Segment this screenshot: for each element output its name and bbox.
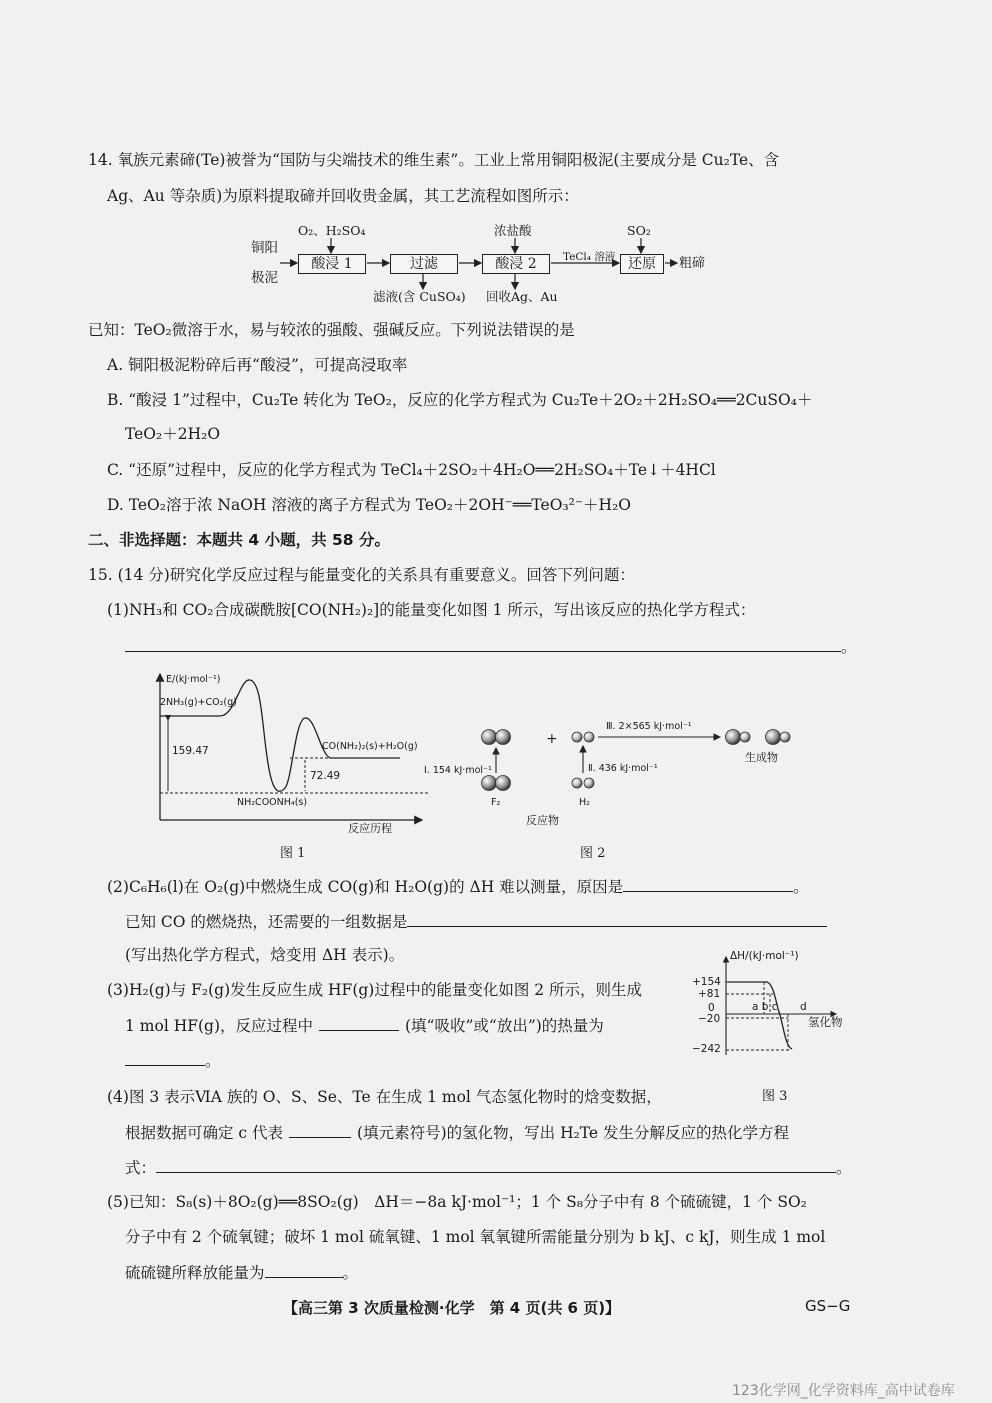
- fig1-caption: 图 1: [280, 846, 306, 861]
- fig1-xlabel: 反应历程: [348, 822, 392, 835]
- flow-step-reduce: 还原: [620, 254, 664, 274]
- answer-blank-4[interactable]: [319, 1015, 399, 1031]
- flow-reagent-1: O₂、H₂SO₄: [298, 223, 366, 238]
- q14-option-b: B. “酸浸 1”过程中，Cu₂Te 转化为 TeO₂，反应的化学方程式为 Cu₂Te＋2O₂＋2H₂SO₄══2CuSO₄＋: [107, 391, 813, 409]
- q14-known: 已知：TeO₂微溶于水，易与较浓的强酸、强碱反应。下列说法错误的是: [88, 321, 575, 339]
- q14-option-b-cont: TeO₂＋2H₂O: [125, 425, 221, 443]
- fig2-h2: H₂: [579, 797, 590, 808]
- fig2-f2: F₂: [491, 797, 501, 808]
- fig2-step3: Ⅲ. 2×565 kJ·mol⁻¹: [606, 721, 692, 732]
- q15-part4-line2: 根据数据可确定 c 代表 (填元素符号)的氢化物，写出 H₂Te 发生分解反应的热化学方程: [125, 1124, 790, 1142]
- flow-step-filter: 过滤: [390, 254, 458, 274]
- answer-blank-1[interactable]: [125, 636, 841, 652]
- q14-line1: 14. 氧族元素碲(Te)被誉为“国防与尖端技术的维生素”。工业上常用铜阳极泥(主要成分是 Cu₂Te、含: [88, 151, 780, 169]
- fig2-step1: Ⅰ. 154 kJ·mol⁻¹: [424, 765, 492, 776]
- q15-part3-line1: (3)H₂(g)与 F₂(g)发生反应生成 HF(g)过程中的能量变化如图 2 所示，则生成: [107, 981, 643, 999]
- q15-part4-line1: (4)图 3 表示ⅥA 族的 O、S、Se、Te 在生成 1 mol 气态氢化物时的焓变数据，: [107, 1088, 662, 1106]
- fig1-ylabel: E/(kJ·mol⁻¹): [166, 674, 221, 685]
- fig1-products: CO(NH₂)₂(s)+H₂O(g): [322, 741, 418, 752]
- q15-part5-line1: (5)已知：S₈(s)＋8O₂(g)══8SO₂(g) ΔH＝−8a kJ·mol⁻¹；1 个 S₈分子中有 8 个硫硫键，1 个 SO₂: [107, 1193, 807, 1211]
- page-footer: 【高三第 3 次质量检测·化学 第 4 页(共 6 页)】: [283, 1299, 621, 1317]
- answer-blank-3[interactable]: [407, 911, 827, 927]
- fig3-point-d: d: [800, 1001, 807, 1013]
- fig3-tick-0: 0: [708, 1002, 715, 1014]
- q15-part4-line3: 式： 。: [125, 1159, 852, 1177]
- fig3-tick-81: +81: [698, 988, 721, 1000]
- flow-arrows: [0, 0, 992, 320]
- flow-product: 粗碲: [679, 256, 706, 271]
- answer-blank-7[interactable]: [156, 1157, 836, 1173]
- flow-solution: TeCl₄ 溶液: [563, 251, 616, 263]
- flow-start-top: 铜阳: [251, 240, 278, 256]
- q14-option-d: D. TeO₂溶于浓 NaOH 溶液的离子方程式为 TeO₂＋2OH⁻══TeO₃²⁻＋H₂O: [107, 496, 631, 514]
- q15-intro: 15. (14 分)研究化学反应过程与能量变化的关系具有重要意义。回答下列问题：: [88, 566, 635, 584]
- q15-part5-line3: 硫硫键所释放能量为 。: [125, 1264, 359, 1282]
- section-2-heading: 二、非选择题：本题共 4 小题，共 58 分。: [88, 531, 390, 549]
- flow-filtrate: 滤液(含 CuSO₄): [373, 289, 466, 304]
- q15-part1-answer-line: 。: [125, 636, 857, 657]
- fig1-value-72: 72.49: [310, 770, 341, 782]
- flow-reagent-4: SO₂: [627, 223, 651, 238]
- answer-blank-2[interactable]: [623, 876, 793, 892]
- flow-start-bottom: 极泥: [251, 270, 278, 286]
- flow-step-acid-leach-1: 酸浸 1: [298, 254, 366, 274]
- fig3-caption: 图 3: [762, 1089, 788, 1104]
- fig3-points-abc: a b c: [752, 1001, 778, 1013]
- q15-part3-line2: 1 mol HF(g)，反应过程中 (填“吸收”或“放出”)的热量为: [125, 1017, 604, 1035]
- site-watermark: 123化学网_化学资料库_高中试卷库: [732, 1383, 955, 1399]
- answer-blank-6[interactable]: [289, 1122, 351, 1138]
- fig3-tick-minus20: −20: [698, 1013, 721, 1025]
- q15-part3-line3: 。: [125, 1050, 221, 1071]
- q15-part2-line1: (2)C₆H₆(l)在 O₂(g)中燃烧生成 CO(g)和 H₂O(g)的 ΔH 难以测量，原因是 。: [107, 878, 809, 896]
- page-code: GS−G: [805, 1297, 851, 1315]
- flow-reagent-3: 浓盐酸: [494, 223, 532, 238]
- fig2-plus: +: [546, 731, 558, 747]
- answer-blank-8[interactable]: [265, 1262, 343, 1278]
- flow-step-acid-leach-2: 酸浸 2: [482, 254, 550, 274]
- fig3-xlabel: 氢化物: [808, 1015, 843, 1029]
- q15-part1: (1)NH₃和 CO₂合成碳酰胺[CO(NH₂)₂]的能量变化如图 1 所示，写出该反应的热化学方程式：: [107, 601, 756, 619]
- fig1-value-159: 159.47: [172, 745, 209, 757]
- answer-blank-5[interactable]: [125, 1050, 205, 1066]
- q14-option-c: C. “还原”过程中，反应的化学方程式为 TeCl₄＋2SO₂＋4H₂O══2H₂SO₄＋Te↓＋4HCl: [107, 461, 716, 479]
- fig3-tick-minus242: −242: [692, 1043, 721, 1055]
- fig3-ylabel: ΔH/(kJ·mol⁻¹): [730, 950, 799, 962]
- fig3-tick-154: +154: [692, 976, 721, 988]
- fig2-reactants-label: 反应物: [526, 814, 559, 827]
- fig2-caption: 图 2: [580, 846, 606, 861]
- q15-part2-line2: 已知 CO 的燃烧热，还需要的一组数据是: [125, 911, 827, 932]
- fig2-step2: Ⅱ. 436 kJ·mol⁻¹: [588, 763, 658, 774]
- q15-part2-line3: (写出热化学方程式，焓变用 ΔH 表示)。: [125, 946, 405, 964]
- flow-recover: 回收Ag、Au: [486, 289, 558, 304]
- fig1-reactants: 2NH₃(g)+CO₂(g): [160, 697, 237, 708]
- q14-line2: Ag、Au 等杂质)为原料提取碲并回收贵金属，其工艺流程如图所示：: [107, 187, 579, 205]
- q14-option-a: A. 铜阳极泥粉碎后再“酸浸”，可提高浸取率: [107, 356, 408, 374]
- q15-part5-line2: 分子中有 2 个硫氧键；破坏 1 mol 硫氧键、1 mol 氧氧键所需能量分别为 b kJ、c kJ，则生成 1 mol: [125, 1228, 826, 1246]
- fig1-intermediate: NH₂COONH₄(s): [237, 797, 308, 808]
- fig2-products-label: 生成物: [745, 751, 778, 764]
